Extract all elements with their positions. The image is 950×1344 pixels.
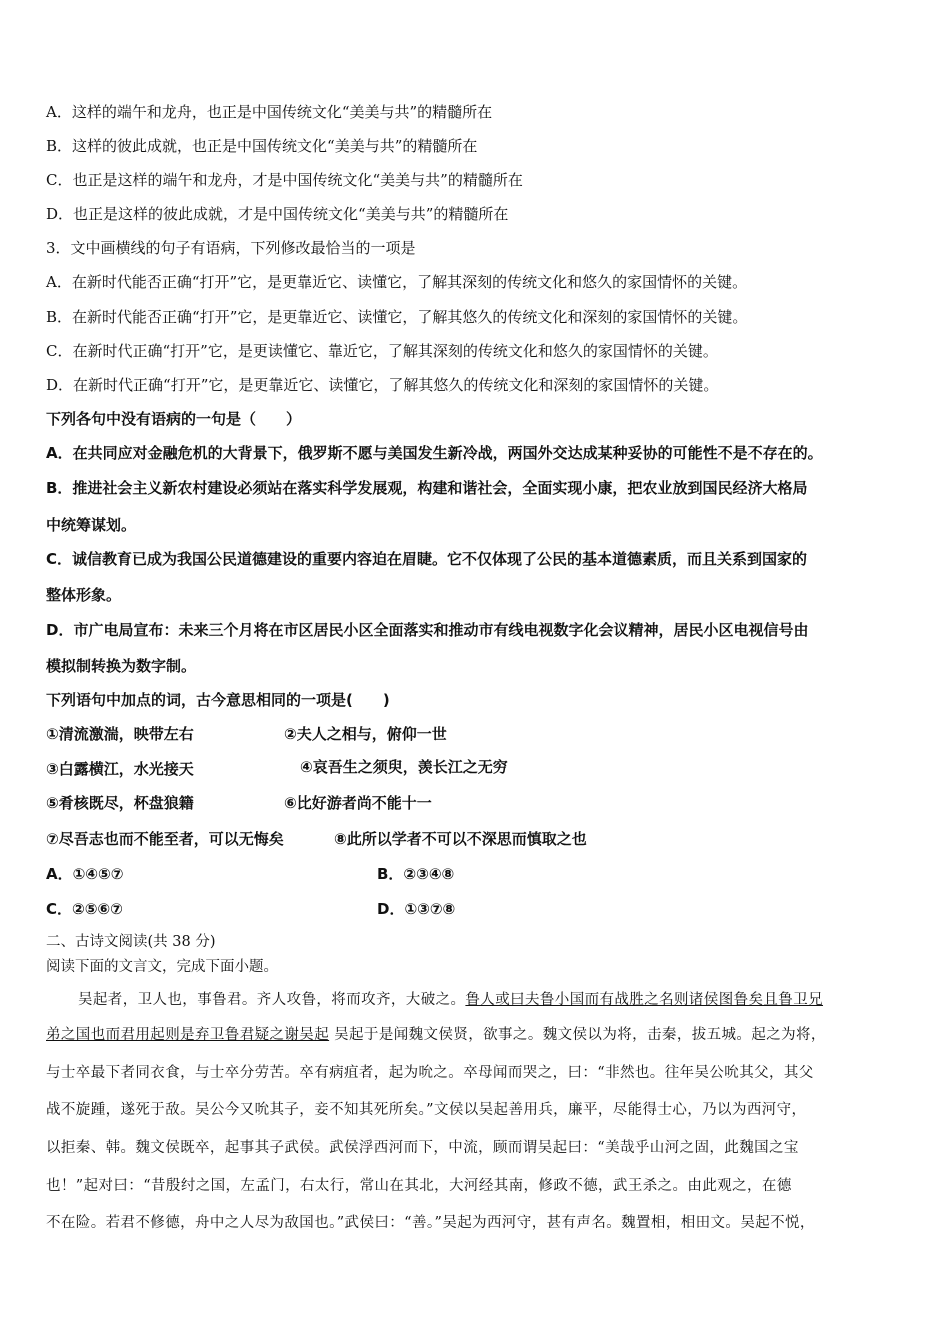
grammar-option-b-line1: B．推进社会主义新农村建设必须站在落实科学发展观，构建和谐社会，全面实现小康，把农业放到国民经济大格局: [46, 479, 808, 497]
passage-line-3: 与士卒最下者同衣食，与士卒分劳苦。卒有病疽者，起为吮之。卒母闻而哭之，曰：“非然也。往年吴公吮其父，其父: [46, 1065, 814, 1081]
passage-line-5: 以拒秦、韩。魏文侯既卒，起事其子武侯。武侯浮西河而下，中流，顾而谓吴起曰：“美哉乎山河之固，此魏国之宝: [46, 1140, 799, 1156]
grammar-option-a: A．在共同应对金融危机的大背景下，俄罗斯不愿与美国发生新冷战，两国外交达成某种妥协的可能性不是不存在的。: [46, 444, 823, 462]
words-item-6: ⑥比好游者尚不能十一: [284, 794, 432, 812]
passage-line-7: 不在险。若君不修德，舟中之人尽为敌国也。”武侯曰：“善。”吴起为西河守，甚有声名。魏置相，相田文。吴起不悦，: [46, 1215, 815, 1231]
passage-line-6: 也！”起对曰：“昔殷纣之国，左孟门，右太行，常山在其北，大河经其南，修政不德，武王杀之。由此观之，在德: [46, 1178, 792, 1194]
words-option-d: D．①③⑦⑧: [377, 900, 456, 918]
grammar-question-stem: 下列各句中没有语病的一句是（ ）: [46, 410, 302, 428]
q2-option-a: A．这样的端午和龙舟，也正是中国传统文化“美美与共”的精髓所在: [46, 103, 493, 121]
passage-line-2: [46, 1025, 826, 1045]
words-item-5: ⑤肴核既尽，杯盘狼籍: [46, 794, 194, 812]
q2-option-c: C．也正是这样的端午和龙舟，才是中国传统文化“美美与共”的精髓所在: [46, 171, 523, 189]
words-item-1: ①清流激湍，映带左右: [46, 725, 194, 743]
q3-option-b: B．在新时代能否正确“打开”它，是更靠近它、读懂它，了解其悠久的传统文化和深刻的家国情怀的关键。: [46, 308, 748, 326]
words-option-c: C．②⑤⑥⑦: [46, 900, 123, 918]
words-item-7: ⑦尽吾志也而不能至者，可以无悔矣: [46, 830, 284, 848]
q3-option-d: D．在新时代正确“打开”它，是更靠近它、读懂它，了解其悠久的传统文化和深刻的家国情怀的关键。: [46, 376, 719, 394]
words-option-b: B．②③④⑧: [377, 865, 455, 883]
words-item-2: ②夫人之相与，俯仰一世: [284, 725, 447, 743]
grammar-option-d-line2: 模拟制转换为数字制。: [46, 657, 197, 675]
grammar-option-c-line1: C．诚信教育已成为我国公民道德建设的重要内容迫在眉睫。它不仅体现了公民的基本道德素质，而且关系到国家的: [46, 550, 808, 568]
underlined-sentence-part1: 鲁人或曰夫鲁小国而有战胜之名则诸侯图鲁矣且鲁卫兄: [465, 992, 824, 1008]
passage-line-1: [78, 990, 823, 1010]
q3-option-a: A．在新时代能否正确“打开”它，是更靠近它、读懂它，了解其深刻的传统文化和悠久的家国情怀的关键。: [46, 273, 748, 291]
q2-option-d: D．也正是这样的彼此成就，才是中国传统文化“美美与共”的精髓所在: [46, 205, 509, 223]
grammar-option-d-line1: D．市广电局宣布：未来三个月将在市区居民小区全面落实和推动市有线电视数字化会议精神，居民小区电视信号由: [46, 621, 809, 639]
grammar-option-c-line2: 整体形象。: [46, 586, 122, 604]
words-item-4: ④哀吾生之须臾，羡长江之无穷: [300, 758, 508, 776]
words-question-stem: 下列语句中加点的词，古今意思相同的一项是( ): [46, 691, 390, 709]
passage-line-4: 战不旋踵，遂死于敌。吴公今又吮其子，妾不知其死所矣。”文侯以吴起善用兵，廉平，尽能得士心，乃以为西河守，: [46, 1102, 807, 1118]
q3-option-c: C．在新时代正确“打开”它，是更读懂它、靠近它，了解其深刻的传统文化和悠久的家国情怀的关键。: [46, 342, 718, 360]
grammar-option-b-line2: 中统筹谋划。: [46, 516, 137, 534]
underlined-sentence-part2: 弟之国也而君用起则是弃卫鲁君疑之谢吴起: [46, 1027, 330, 1043]
q3-stem: 3．文中画横线的句子有语病，下列修改最恰当的一项是: [46, 239, 416, 257]
passage-lead: 吴起者，卫人也，事鲁君。齐人攻鲁，将而攻齐，大破之。: [78, 992, 466, 1008]
passage-line-2-rest: 吴起于是闻魏文侯贤，欲事之。魏文侯以为将，击秦，拔五城。起之为将，: [334, 1027, 826, 1043]
words-item-3: ③白露横江，水光接天: [46, 760, 194, 778]
words-item-8: ⑧此所以学者不可以不深思而慎取之也: [334, 830, 587, 848]
q2-option-b: B．这样的彼此成就，也正是中国传统文化“美美与共”的精髓所在: [46, 137, 478, 155]
section-instruction: 阅读下面的文言文，完成下面小题。: [46, 959, 278, 975]
words-option-a: A．①④⑤⑦: [46, 865, 124, 883]
section-title: 二、古诗文阅读(共 38 分): [46, 934, 216, 950]
